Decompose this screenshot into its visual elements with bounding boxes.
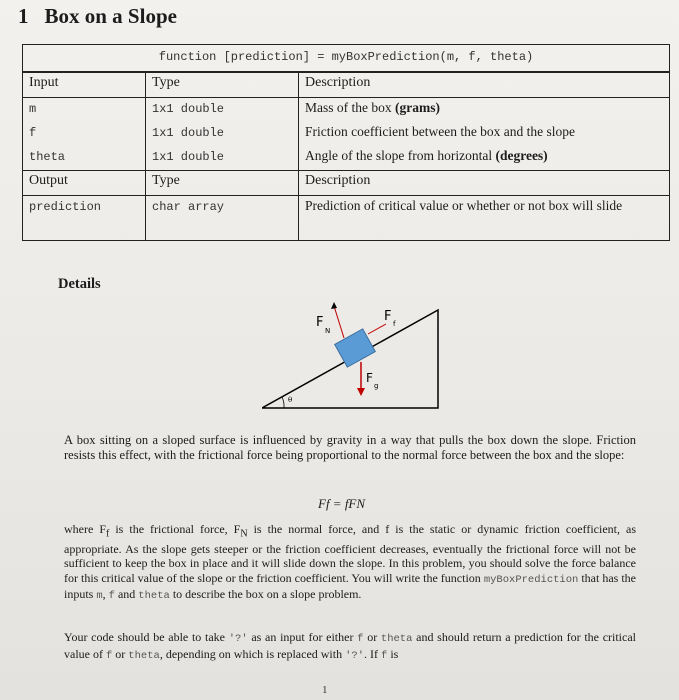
details-heading: Details <box>58 276 101 292</box>
input-name: m <box>29 102 37 116</box>
normal-force-arrowhead <box>331 302 337 309</box>
box <box>335 329 376 367</box>
friction-force-subscript: f <box>393 320 396 328</box>
description-header: Description <box>299 72 670 98</box>
input-header: Input <box>23 72 146 98</box>
output-description: Prediction of critical value or whether or not box will slide <box>299 196 670 241</box>
slope-diagram <box>262 298 452 416</box>
theta-arc <box>282 397 284 408</box>
input-description: Friction coefficient between the box and the slope <box>299 122 670 146</box>
explanation-paragraph: where $F_f$ is the frictional force, $F_N$ is the normal force, and f is the static or dynamic friction coefficient, as appropriate. As the slope gets steeper or the friction coefficient decreases, eventually the frictional force will not be sufficient to keep the box in place and it will slide down the slope. In this problem, you should solve the force balance for this critical value of the slope or the friction coefficient. You will write the function myBoxPrediction that has the inputs m, f and theta to describe the box on a slope problem. <box>64 522 637 603</box>
page-number: 1 <box>322 684 328 696</box>
function-spec-table <box>22 44 670 241</box>
input-description: Mass of the box (grams) <box>299 98 670 123</box>
table-row <box>23 122 670 146</box>
input-name: f <box>29 126 37 140</box>
gravity-force-arrowhead <box>357 388 365 396</box>
type-header: Type <box>146 72 299 98</box>
normal-force-subscript: N <box>325 327 331 335</box>
output-header-row <box>23 171 670 196</box>
gravity-force-subscript: g <box>374 382 379 390</box>
description-header: Description <box>299 171 670 196</box>
input-type: 1x1 double <box>152 126 225 140</box>
gravity-force-label: F <box>366 371 373 385</box>
friction-equation: Ff = fFN <box>318 496 366 511</box>
output-type: char array <box>152 200 225 214</box>
input-name: theta <box>29 150 66 164</box>
table-row <box>23 98 670 123</box>
section-title: Box on a Slope <box>44 4 177 28</box>
friction-force-arrow <box>368 324 386 334</box>
input-header-row <box>23 72 670 98</box>
table-row <box>23 196 670 241</box>
intro-paragraph: A box sitting on a sloped surface is influenced by gravity in a way that pulls the box down the slope. Friction resists this effect, with the frictional force being proportional to the normal force between the box and the slope: <box>64 433 636 462</box>
instructions-paragraph: Your code should be able to take '?' as an input for either f or theta and should return a prediction for the critical value of f or theta, depending on which is replaced with '?'. If f is <box>64 630 637 662</box>
function-signature: function [prediction] = myBoxPrediction(m, f, theta) <box>23 45 670 73</box>
input-type: 1x1 double <box>152 150 225 164</box>
normal-force-arrow <box>334 306 344 338</box>
friction-force-label: F <box>384 309 392 324</box>
section-number: 1 <box>18 4 29 28</box>
output-header: Output <box>23 171 146 196</box>
input-description: Angle of the slope from horizontal (degrees) <box>299 146 670 171</box>
type-header: Type <box>146 171 299 196</box>
theta-label: θ <box>288 396 293 404</box>
normal-force-label: F <box>316 315 324 330</box>
table-row <box>23 146 670 171</box>
section-heading <box>18 4 177 29</box>
input-type: 1x1 double <box>152 102 225 116</box>
output-name: prediction <box>29 200 102 214</box>
